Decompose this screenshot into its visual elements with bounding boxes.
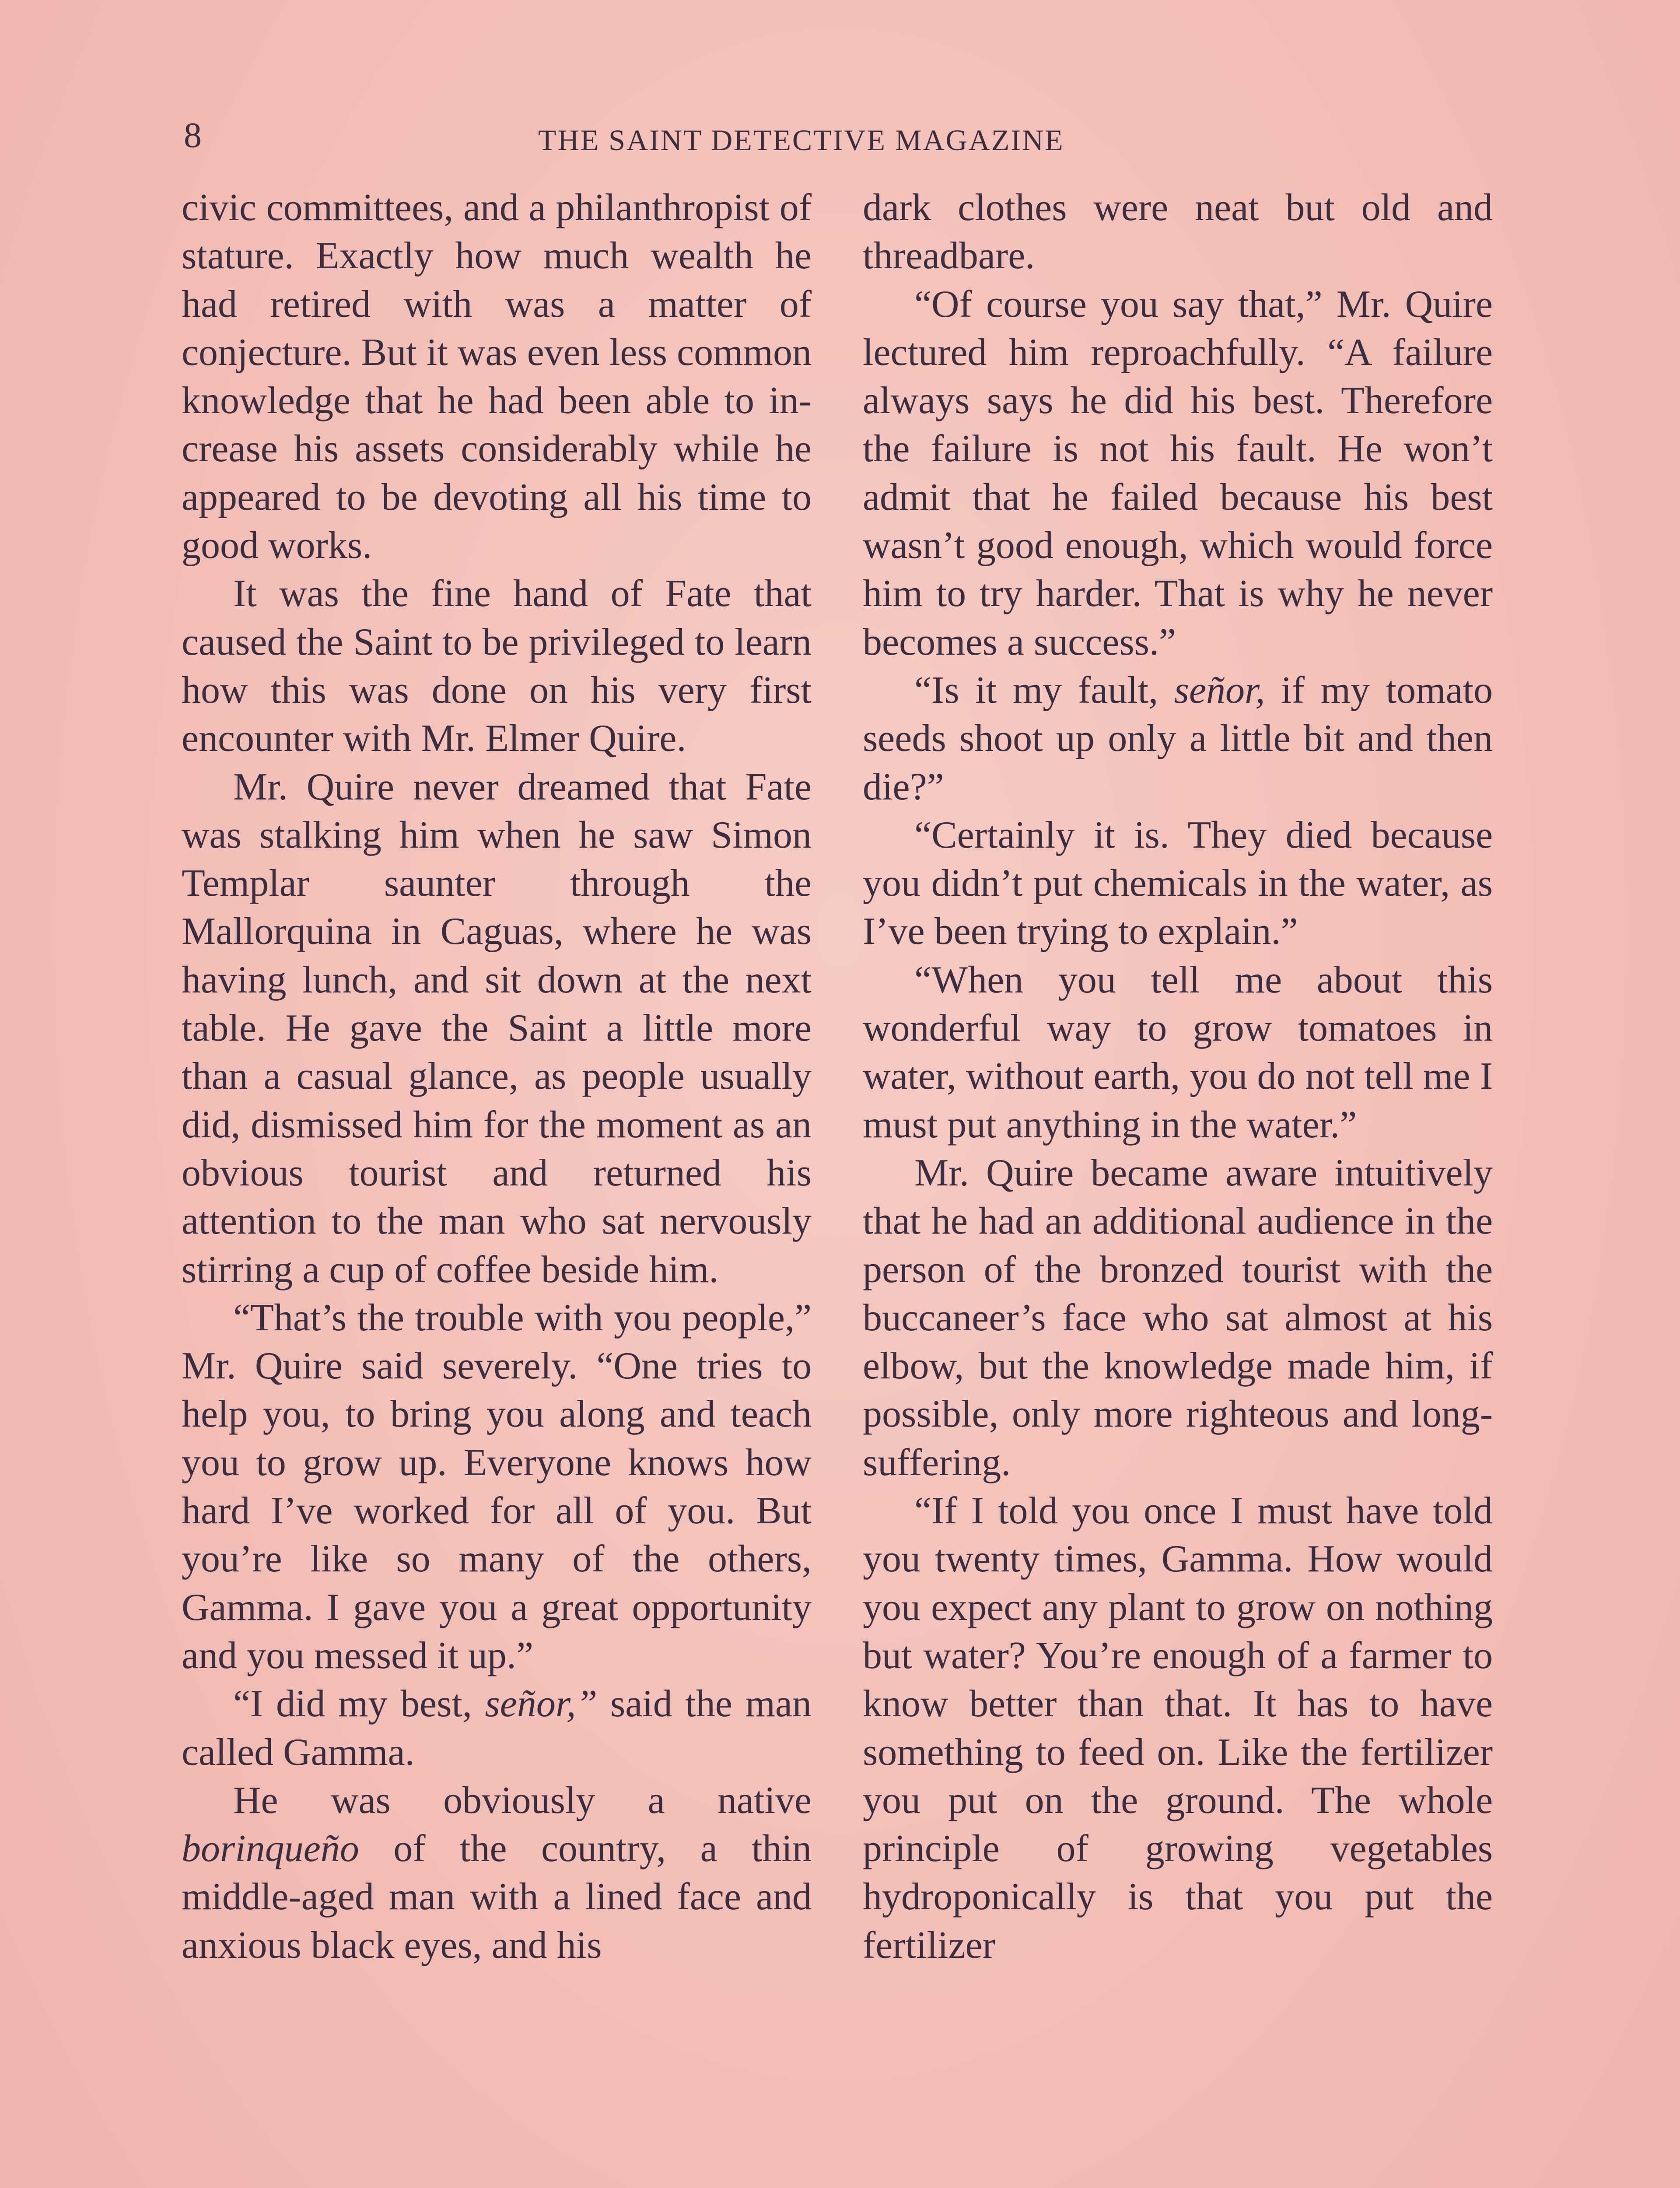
text-run: “I did my best, — [233, 1683, 485, 1725]
paragraph — [863, 666, 1493, 811]
paragraph: “When you tell me about this wonderful way to grow tomatoes in water, without earth, you do not tell me I must put anything in the water.” — [863, 958, 1493, 1146]
paragraph — [182, 1777, 812, 1970]
paragraph — [182, 1680, 812, 1777]
text-run: of the country, a thin middle-aged man with a lined face and anxious black eyes, and his — [182, 1827, 812, 1967]
text-run: if my tomato seeds shoot up only a little bit and then die?” — [863, 669, 1493, 808]
paragraph: It was the fine hand of Fate that caused the Saint to be privileged to learn how this was done on his very first encounter with Mr. Elmer Quire. — [182, 572, 812, 760]
page-number: 8 — [184, 115, 202, 155]
left-column — [182, 184, 812, 1970]
text-run: He was obviously a native — [233, 1779, 812, 1822]
right-column — [863, 184, 1493, 1970]
paragraph: “If I told you once I must have told you twenty times, Gamma. How would you expect any plant to grow on nothing but water? You’re enough of a farmer to know better than that. It has to have something to feed on. Like the fertilizer you put on the ground. The whole principle of growing vegetables hydroponically is that you put the fertilizer — [863, 1490, 1493, 1967]
italic-text-run: señor,” — [485, 1683, 598, 1725]
paragraph: Mr. Quire never dreamed that Fate was stalking him when he saw Simon Templar saunter through the Mallorquina in Caguas, where he was having lunch, and sit down at the next table. He gave the Saint a little more than a casual glance, as people usually did, dismissed him for the moment as an obvious tourist and returned his attention to the man who sat nervously stirring a cup of coffee beside him. — [182, 765, 812, 1291]
italic-text-run: borinqueño — [182, 1827, 359, 1870]
text-run: “Is it my fault, — [914, 669, 1174, 712]
paragraph: dark clothes were neat but old and threadbare. — [863, 186, 1493, 277]
paragraph: “Of course you say that,” Mr. Quire lectured him reproachfully. “A failure always says he did his best. Therefore the failure is not his fault. He won’t admit that he failed because his best wasn’t good enough, which would force him to try harder. That is why he never becomes a success.” — [863, 283, 1493, 663]
paragraph: Mr. Quire became aware intuitively that he had an additional audience in the person of the bronzed tourist with the buccaneer’s face who sat almost at his elbow, but the knowledge made him, if possible, only more righteous and long-suffering. — [863, 1151, 1493, 1484]
paragraph: civic committees, and a philanthropist of stature. Exactly how much wealth he had retired with was a matter of conjecture. But it was even less common knowledge that he had been able to increase his assets considerably while he appeared to be devoting all his time to good works. — [182, 186, 812, 567]
text-run: said the man called Gamma. — [182, 1683, 812, 1774]
paragraph: “That’s the trouble with you people,” Mr. Quire said severely. “One tries to help you, to bring you along and teach you to grow up. Everyone knows how hard I’ve worked for all of you. But you’re like so many of the others, Gamma. I gave you a great opportunity and you messed it up.” — [182, 1296, 812, 1677]
running-head: THE SAINT DETECTIVE MAGAZINE — [538, 123, 1064, 157]
italic-text-run: señor, — [1174, 669, 1265, 712]
paragraph: “Certainly it is. They died because you didn’t put chemicals in the water, as I’ve been trying to explain.” — [863, 813, 1493, 953]
